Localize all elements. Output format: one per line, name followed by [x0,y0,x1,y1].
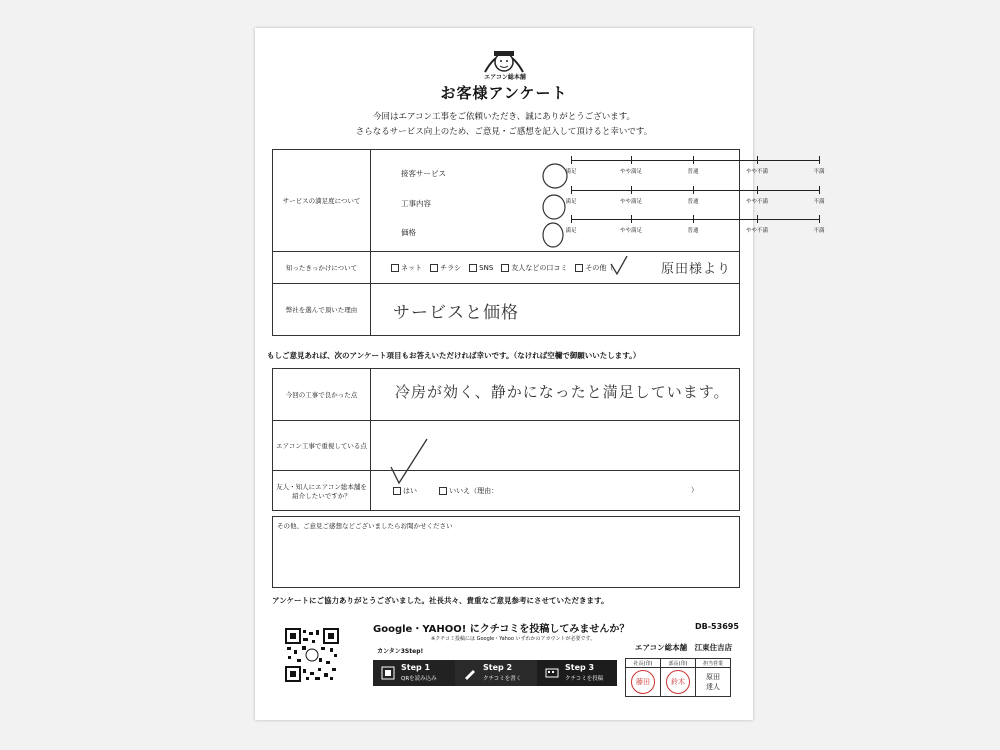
other-comments-label: その他、ご意見ご感想などございましたらお聞かせください [277,522,453,530]
intro-line-1: 今回はエアコン工事をご依頼いただき、誠にありがとうございます。 [372,112,636,122]
scale-tick-label: やや満足 [619,199,642,205]
scale-tick[interactable] [571,215,572,223]
scale-tick[interactable] [631,186,632,194]
scale-tick[interactable] [757,186,758,194]
handwritten-circles [539,160,569,250]
good-points-answer [371,369,740,421]
store-name: エアコン総本舗 江東住吉店 [635,643,733,652]
seal-president: 藤田 [631,670,655,694]
reason-answer [371,284,740,336]
scale-tick[interactable] [819,156,820,164]
recommend-close-paren: ） [691,486,698,494]
scale-tick-label: 満足 [565,169,577,175]
stamp-header-staff: 担当営業 [696,659,731,668]
optional-note: もしご意見あれば、次のアンケート項目もお答えいただければ幸いです。（なければ空欄で御願いいたします。） [267,351,641,360]
scale-tick-label: 不満 [813,228,825,234]
three-step-label: カンタン3Step! [377,648,424,655]
scale-tick[interactable] [571,156,572,164]
option-other[interactable]: その他（ [575,263,613,273]
improve-label: エアコン工事で重視している点 [273,421,371,471]
scale-title-price: 価格 [401,228,416,237]
scale-tick-label: 普通 [687,169,699,175]
scale-tick[interactable] [819,186,820,194]
scale-line [571,190,819,191]
scale-tick[interactable] [757,156,758,164]
scale-tick-label: やや不満 [745,228,768,234]
step-2: Step 2 クチコミを書く [455,660,539,686]
scale-tick[interactable] [693,215,694,223]
document-number: DB-53695 [695,622,739,631]
seal-manager: 鈴木 [666,670,690,694]
qr-code-icon[interactable] [285,628,339,682]
option-net[interactable]: ネット [391,263,422,273]
scale-tick-label: 不満 [813,169,825,175]
option-sns[interactable]: SNS [469,264,493,272]
intro-line-2: さらなるサービス向上のため、ご意見・ご感想を記入して頂けると幸いです。 [355,127,653,137]
stamp-header-president: 社長(印) [626,659,661,668]
scale-tick[interactable] [571,186,572,194]
qr-small-icon [381,666,395,680]
review-subtitle: ※クチコミ投稿には Google・Yahoo いずれかのアカウントが必要です。 [431,636,596,642]
survey-sheet [255,28,825,720]
scale-tick-label: やや不満 [745,169,768,175]
scale-title-service: 接客サービス [401,169,446,178]
scale-tick[interactable] [757,215,758,223]
scale-tick[interactable] [693,186,694,194]
reason-handwritten: サービスと価格 [393,303,519,323]
source-options [371,252,740,284]
staff-name: 原田 達人 [696,668,731,697]
scale-tick[interactable] [631,156,632,164]
option-flyer[interactable]: チラシ [430,263,461,273]
scale-tick[interactable] [819,215,820,223]
reason-label: 弊社を選んで頂いた理由 [273,284,371,336]
good-points-handwritten: 冷房が効く、静かになったと満足しています。 [395,383,730,401]
scale-tick-label: やや満足 [619,228,642,234]
steps-bar [373,660,617,686]
survey-table-1 [272,149,825,336]
scale-tick-label: 満足 [565,228,577,234]
other-comments-box[interactable] [272,516,740,588]
thanks-message: アンケートにご協力ありがとうございました。社長共々、貴重なご意見参考にさせていただきます。 [272,596,609,605]
scale-tick-label: やや満足 [619,169,642,175]
source-handwritten: 原田様より [661,262,732,277]
scale-tick-label: 普通 [687,228,699,234]
stamp-header-manager: 部長(印) [661,659,696,668]
recommend-label: 友人・知人にエアコン総本舗を紹介したいですか？ [273,471,371,511]
recommend-no[interactable]: いいえ（理由： [439,486,498,496]
satisfaction-scales [371,150,825,252]
scale-tick-label: やや不満 [745,199,768,205]
survey-table-2 [272,368,740,511]
step-1: Step 1 QRを読み込み [373,660,457,686]
recommend-yes[interactable]: はい [393,486,417,496]
step-3: Step 3 クチコミを投稿 [537,660,617,686]
review-title: Google・YAHOO! にクチコミを投稿してみませんか？ [373,624,630,635]
option-word-of-mouth[interactable]: 友人などの口コミ [501,263,567,273]
recommend-options [371,471,740,511]
scale-tick[interactable] [693,156,694,164]
good-points-label: 今回の工事で良かった点 [273,369,371,421]
scale-line [571,160,819,161]
pencil-icon [463,666,477,680]
source-label: 知ったきっかけについて [273,252,371,284]
scale-tick-label: 普通 [687,199,699,205]
footer-section [265,620,743,704]
scale-tick[interactable] [631,215,632,223]
checkmark-large-icon [389,437,429,487]
scale-tick-label: 満足 [565,199,577,205]
satisfaction-label: サービスの満足度について [273,150,371,252]
scale-title-work: 工事内容 [401,199,431,208]
logo-text: エアコン総本舗 [484,74,526,81]
checkmark-icon [609,256,629,276]
scale-tick-label: 不満 [813,199,825,205]
page-title: お客様アンケート [440,84,568,102]
keyboard-icon [545,666,559,680]
scale-line [571,219,819,220]
approval-stamps [625,658,731,697]
